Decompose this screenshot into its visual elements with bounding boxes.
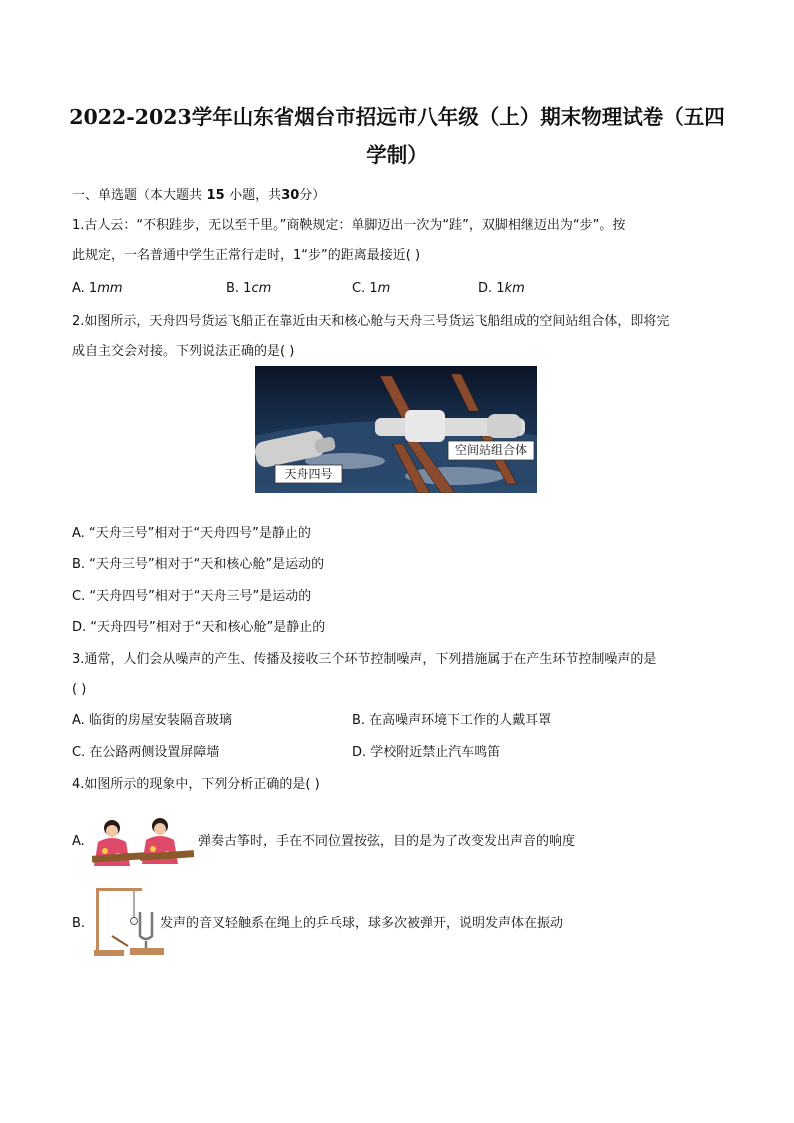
- q3-option-d[interactable]: D. 学校附近禁止汽车鸣笛: [352, 745, 501, 760]
- tuning-fork-image: [94, 884, 166, 960]
- q1-option-a-label: A. 1: [72, 281, 98, 296]
- q3-option-c[interactable]: C. 在公路两侧设置屏障墙: [72, 745, 220, 760]
- q4-option-a-text[interactable]: 弹奏古筝时，手在不同位置按弦，目的是为了改变发出声音的响度: [198, 834, 576, 849]
- q3-line2: ( ): [72, 682, 87, 697]
- q1-option-b-label: B. 1: [226, 281, 252, 296]
- q1-line2: 此规定，一名普通中学生正常行走时，1“步”的距离最接近( ): [72, 248, 421, 263]
- section-heading: [72, 186, 325, 205]
- q3-option-b[interactable]: B. 在高噪声环境下工作的人戴耳罩: [352, 713, 552, 728]
- q2-option-a[interactable]: A. “天舟三号”相对于“天舟四号”是静止的: [72, 526, 311, 541]
- q1-option-c-label: C. 1: [352, 281, 378, 296]
- q3-line1: 3.通常，人们会从噪声的产生、传播及接收三个环节控制噪声，下列措施属于在产生环节控制噪声的是: [72, 652, 657, 667]
- q1-option-a[interactable]: [72, 279, 123, 298]
- q2-line2: 成自主交会对接。下列说法正确的是( ): [72, 344, 295, 359]
- q1-option-d-label: D. 1: [478, 281, 505, 296]
- figure-label-station: 空间站组合体: [454, 443, 527, 457]
- tuning-fork-illustration: [94, 884, 166, 960]
- q1-option-a-unit: mm: [97, 281, 123, 296]
- q1-option-b-unit: cm: [251, 281, 272, 296]
- q2-option-c[interactable]: C. “天舟四号”相对于“天舟三号”是运动的: [72, 589, 312, 604]
- guzheng-illustration: [90, 816, 196, 872]
- q4-line1: 4.如图所示的现象中，下列分析正确的是( ): [72, 777, 320, 792]
- section-text2: 小题，共: [229, 188, 282, 203]
- q3-option-a[interactable]: A. 临街的房屋安装隔音玻璃: [72, 713, 232, 728]
- figure-label-ship: 天舟四号: [284, 467, 333, 481]
- q1-line1: 1.古人云：“不积跬步，无以至千里。”商鞅规定：单脚迈出一次为“跬”，双脚相继迈出为“步”。按: [72, 218, 626, 233]
- q1-option-d-unit: km: [504, 281, 525, 296]
- q1-option-d[interactable]: [478, 279, 525, 298]
- q2-line1: 2.如图所示，天舟四号货运飞船正在靠近由天和核心舱与天舟三号货运飞船组成的空间站组合体，即将完: [72, 314, 670, 329]
- q4-option-b-label[interactable]: B.: [72, 916, 86, 931]
- page-title: 2022-2023学年山东省烟台市招远市八年级（上）期末物理试卷（五四学制）: [69, 105, 725, 167]
- q4-option-b-text[interactable]: 发声的音叉轻触系在绳上的乒乓球，球多次被弹开，说明发声体在振动: [160, 916, 564, 931]
- section-text3: 分）: [299, 188, 326, 203]
- section-score: 30: [281, 188, 300, 203]
- section-text: 一、单选题（本大题共: [72, 188, 203, 203]
- q2-option-d[interactable]: D. “天舟四号”相对于“天和核心舱”是静止的: [72, 620, 326, 635]
- q2-option-b[interactable]: B. “天舟三号”相对于“天和核心舱”是运动的: [72, 557, 325, 572]
- q1-option-c[interactable]: [352, 279, 390, 298]
- guzheng-image: [90, 816, 196, 872]
- section-count: 15: [206, 188, 225, 203]
- q1-option-c-unit: m: [377, 281, 391, 296]
- q4-option-a-label[interactable]: A.: [72, 834, 85, 849]
- space-station-image: [255, 366, 537, 493]
- q1-option-b[interactable]: [226, 279, 271, 298]
